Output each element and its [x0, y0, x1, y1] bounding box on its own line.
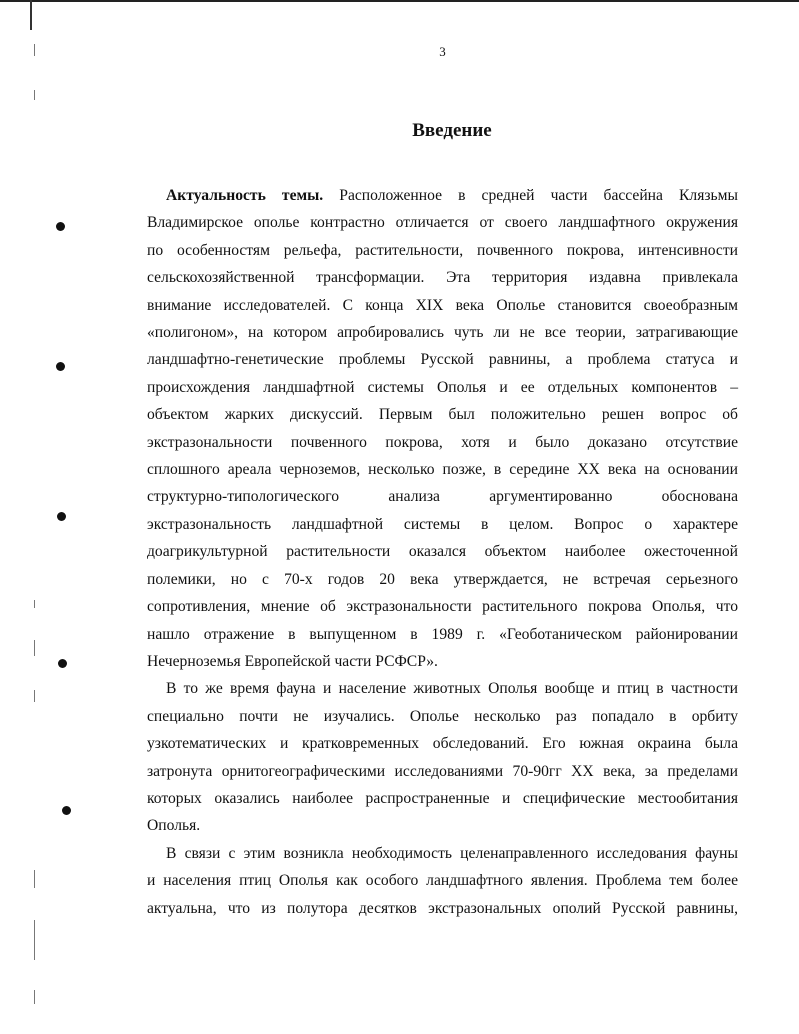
punch-hole	[57, 512, 66, 521]
text-line: внимание исследователей. С конца XIX века Ополье становится своеобразным	[147, 296, 738, 314]
margin-mark	[34, 90, 35, 100]
text-line: происхождения ландшафтной системы Ополья и ее отдельных компонентов –	[147, 378, 738, 396]
text-line: экстразональность ландшафтной системы в целом. Вопрос о характере	[147, 515, 738, 533]
text-line: узкотематических и кратковременных обследований. Его южная окраина была	[147, 735, 738, 753]
text-line: доагрикультурной растительности оказался объектом наиболее ожесточенной	[147, 543, 738, 561]
paragraph-fauna	[147, 675, 738, 839]
text-line: объектом жарких дискуссий. Первым был положительно решен вопрос об	[147, 406, 738, 424]
margin-mark	[34, 870, 35, 888]
text-line: актуальна, что из полутора десятков экстразональных ополий Русской равнины,	[147, 899, 738, 917]
margin-mark	[34, 690, 35, 702]
scan-left-mark	[30, 0, 32, 30]
text-line: Ополья.	[147, 817, 201, 835]
text-line: и населения птиц Ополья как особого ландшафтного явления. Проблема тем более	[147, 872, 738, 890]
punch-hole	[56, 362, 65, 371]
text-line: В то же время фауна и население животных Ополья вообще и птиц в частности	[166, 680, 738, 698]
text-line: нашло отражение в выпущенном в 1989 г. «Геоботаническом районировании	[147, 625, 738, 643]
scan-top-border	[0, 0, 799, 2]
punch-hole	[62, 806, 71, 815]
section-heading: Введение	[412, 120, 492, 141]
punch-hole	[58, 659, 67, 668]
margin-mark	[34, 600, 35, 608]
text-line: Нечерноземья Европейской части РСФСР».	[147, 652, 438, 670]
margin-mark	[34, 920, 35, 960]
text-line: сплошного ареала черноземов, несколько позже, в середине XX века на основании	[147, 461, 738, 479]
margin-mark	[34, 990, 35, 1004]
paragraph-lead: Актуальность темы.	[166, 187, 324, 204]
text-line: специально почти не изучались. Ополье несколько раз попадало в орбиту	[147, 707, 738, 725]
paragraph-relevance	[147, 182, 738, 675]
text-line: по особенностям рельефа, растительности, почвенного покрова, интенсивности	[147, 241, 738, 259]
punch-hole	[56, 222, 65, 231]
paragraph-necessity	[147, 840, 738, 922]
margin-mark	[34, 640, 35, 656]
text-line: которых оказались наиболее распространенные и специфические местообитания	[147, 789, 738, 807]
text-line: структурно-типологического анализа аргументированно обоснована	[147, 488, 738, 506]
text-line: затронута орнитогеографическими исследованиями 70-90гг XX века, за пределами	[147, 762, 738, 780]
text-line: В связи с этим возникла необходимость целенаправленного исследования фауны	[166, 844, 738, 862]
page-number: 3	[439, 44, 446, 59]
text-line: «полигоном», на котором апробировались чуть ли не все теории, затрагивающие	[147, 324, 738, 342]
text-line: полемики, но с 70-х годов 20 века утверждается, не встречая серьезного	[147, 570, 738, 588]
text-line: Владимирское ополье контрастно отличается от своего ландшафтного окружения	[147, 214, 738, 232]
document-body	[147, 182, 738, 922]
text-line: сопротивления, мнение об экстразональности растительного покрова Ополья, что	[147, 598, 738, 616]
text-line: Актуальность темы. Расположенное в средней части бассейна Клязьмы	[166, 187, 738, 204]
text-line: экстразональности почвенного покрова, хотя и было доказано отсутствие	[147, 433, 738, 451]
text-line: ландшафтно-генетические проблемы Русской равнины, а проблема статуса и	[147, 351, 738, 369]
text-line: сельскохозяйственной трансформации. Эта территория издавна привлекала	[147, 269, 738, 287]
